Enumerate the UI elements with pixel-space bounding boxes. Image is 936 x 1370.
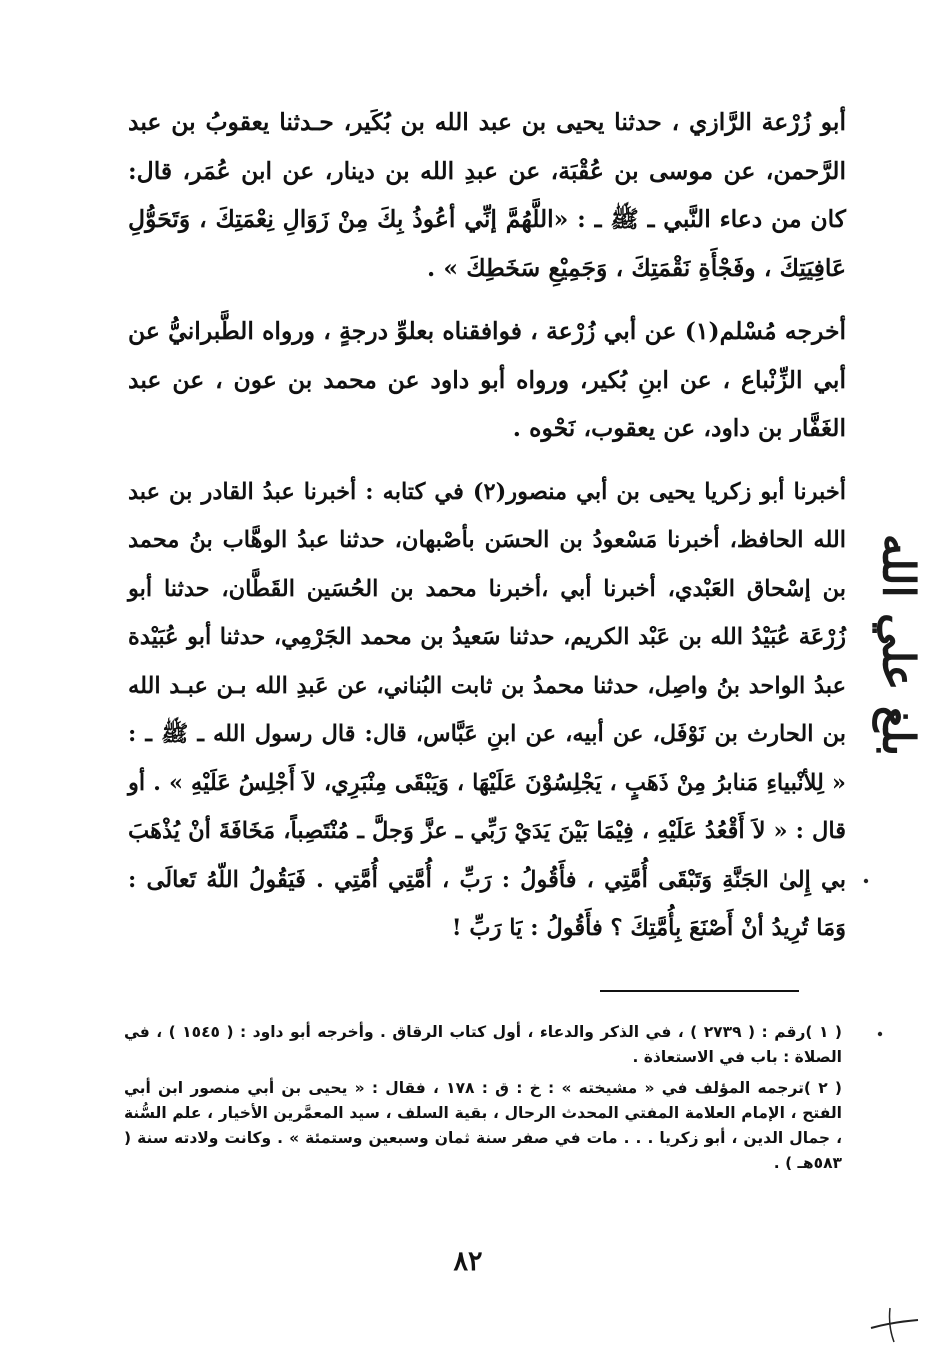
paragraph-takhrij: أخرجه مُسْلم(١) عن أبي زُرْعة ، فوافقناه بعلوِّ درجةٍ ، ورواه الطَّبرانيُّ عن أبي الزِّنْباع ، عن ابنِ بُكير، ورواه أبو داود عن محمد بن عون ، عن عبد الغَفَّار بن داود، عن يعقوب، نَحْوه . [128, 317, 847, 442]
footnote-2: ( ٢ )ترجمه المؤلف في « مشيخته » : خ : ق : ١٧٨ ، فقال : « يحيى بن أبي منصور ابن أبي الفتح ، الإمام العلامة المفتي المحدث الرحال ، بقية السلف ، سيد المعمَّرين الأخيار ، علم السُّنة ، جمال الدين ، أبو زكريا . . . مات في صفر سنة ثمان وسبعين وستمئة » . وكانت ولادته سنة ( ٥٨٣هـ ) . [124, 1079, 842, 1172]
main-text [128, 98, 846, 968]
ink-dot-mark [876, 1030, 886, 1040]
paragraph-hadith-1: أبو زُرْعة الرَّازي ، حدثنا يحيى بن عبد الله بن بُكَير، حـدثنا يعقوبُ بن عبد الرَّحمن، عن موسى بن عُقْبَة، عن عبدِ الله بن دينار، عن ابن عُمَر، قال: كان من دعاء النَّبي ـ ﷺ ـ : «اللَّهُمَّ إنِّي أعُوذُ بِكَ مِنْ زَوَالِ نِعْمَتِكَ ، وَتَحَوُّلِ عَافِيَتِكَ ، وفَجْأَةِ نَقْمَتِكَ ، وَجَمِيْعِ سَخَطِكَ » . [128, 108, 846, 282]
footnote-1: ( ١ )رقم : ( ٢٧٣٩ ) ، في الذكر والدعاء ، أول كتاب الرقاق . وأخرجه أبو داود : ( ١٥٤٥ ) ، في الصلاة : باب في الاستعاذة . [124, 1023, 842, 1066]
ink-dot-mark [862, 877, 872, 887]
page-number: ٨٢ [453, 1246, 483, 1277]
paragraph-hadith-2: أخبرنا أبو زكريا يحيى بن أبي منصور(٢) في كتابه : أخبرنا عبدُ القادر بن عبد الله الحافظ، أخبرنا مَسْعودُ بن الحسَن بأصْبهان، حدثنا عبدُ الوهَّاب بنُ محمد بن إسْحاق العَبْدي، أخبرنا أبي ،أخبرنا محمد بن الحُسَين القَطَّان، حدثنا أبو زُرْعَة عُبَيْدُ الله بن عَبْد الكريم، حدثنا سَعيدُ بن محمد الجَرْمِي، حدثنا أبو عُبَيْدة عبدُ الواحد بنُ واصِل، حدثنا محمدُ بن ثابت البُناني، عن عَبدِ الله بـن عبـد الله بن الحارث بن نَوْفَل، عن أبيه، عن ابنِ عَبَّاس، قال: قال رسول الله ـ ﷺ ـ : « لِلأنْبياءِ مَنابرُ مِنْ ذَهَبٍ ، يَجْلِسُوْنَ عَلَيْهَا ، وَيَبْقَى مِنْبَرِي، لاَ أَجْلِسُ عَلَيْهِ » . أو قال : « لاَ أَقْعُدُ عَلَيْهِ ، فِيْمَا بَيْنَ يَدَيْ رَبِّي ـ عزَّ وَجلَّ ـ مُنْتَصِباً، مَخَافَةَ أنْ يُذْهَبَ بي إِلىٰ الجَنَّةِ وَتَبْقَى أُمَّتِي ، فأَقُولُ : رَبِّ ، أُمَّتِي أُمَّتِي . فَيَقُولُ اللّهُ تَعالَى : وَمَا تُرِيدُ أنْ أَصْنَعَ بِأُمَّتِكَ ؟ فأَقُولُ : يَا رَبِّ ! [128, 478, 846, 941]
handwritten-margin-note [853, 480, 936, 810]
pen-stroke-mark [868, 1298, 928, 1348]
footnotes [124, 1020, 842, 1182]
margin-note-text: بلغ علي الله [872, 533, 924, 757]
footnote-separator [600, 990, 799, 992]
